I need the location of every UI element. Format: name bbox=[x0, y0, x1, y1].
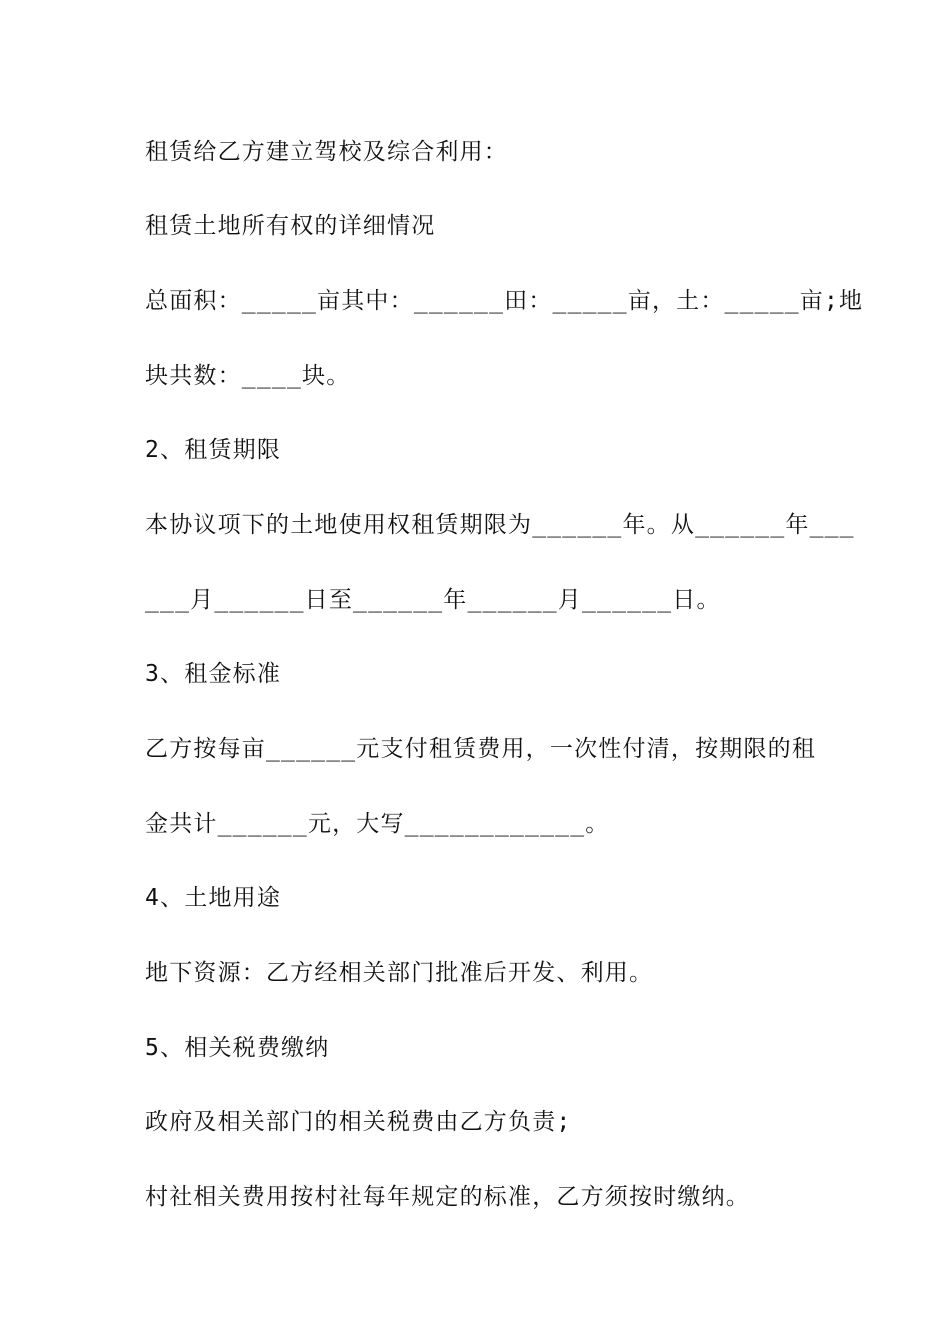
rent-standard-line-2: 金共计______元，大写____________。 bbox=[145, 811, 610, 837]
lease-term-line-2: ___月______日至______年______月______日。 bbox=[145, 587, 721, 613]
lease-purpose-line: 租赁给乙方建立驾校及综合利用： bbox=[145, 139, 508, 165]
section-lease-term-heading: 2、租赁期限 bbox=[145, 437, 282, 463]
section-rent-standard-heading: 3、租金标准 bbox=[145, 661, 282, 687]
land-use-line: 地下资源：乙方经相关部门批准后开发、利用。 bbox=[145, 960, 654, 986]
rent-standard-line-1: 乙方按每亩______元支付租赁费用，一次性付清，按期限的租 bbox=[145, 736, 817, 762]
taxes-line-2: 村社相关费用按村社每年规定的标准，乙方须按时缴纳。 bbox=[145, 1184, 750, 1210]
section-land-use-heading: 4、土地用途 bbox=[145, 885, 282, 911]
plot-count-line: 块共数：____块。 bbox=[145, 363, 351, 389]
taxes-line-1: 政府及相关部门的相关税费由乙方负责; bbox=[145, 1109, 572, 1135]
total-area-line: 总面积：_____亩其中：______田：_____亩，土：_____亩;地 bbox=[145, 288, 864, 314]
land-ownership-heading: 租赁土地所有权的详细情况 bbox=[145, 213, 436, 239]
lease-term-line-1: 本协议项下的土地使用权租赁期限为______年。从______年___ bbox=[145, 512, 855, 538]
section-taxes-heading: 5、相关税费缴纳 bbox=[145, 1035, 330, 1061]
